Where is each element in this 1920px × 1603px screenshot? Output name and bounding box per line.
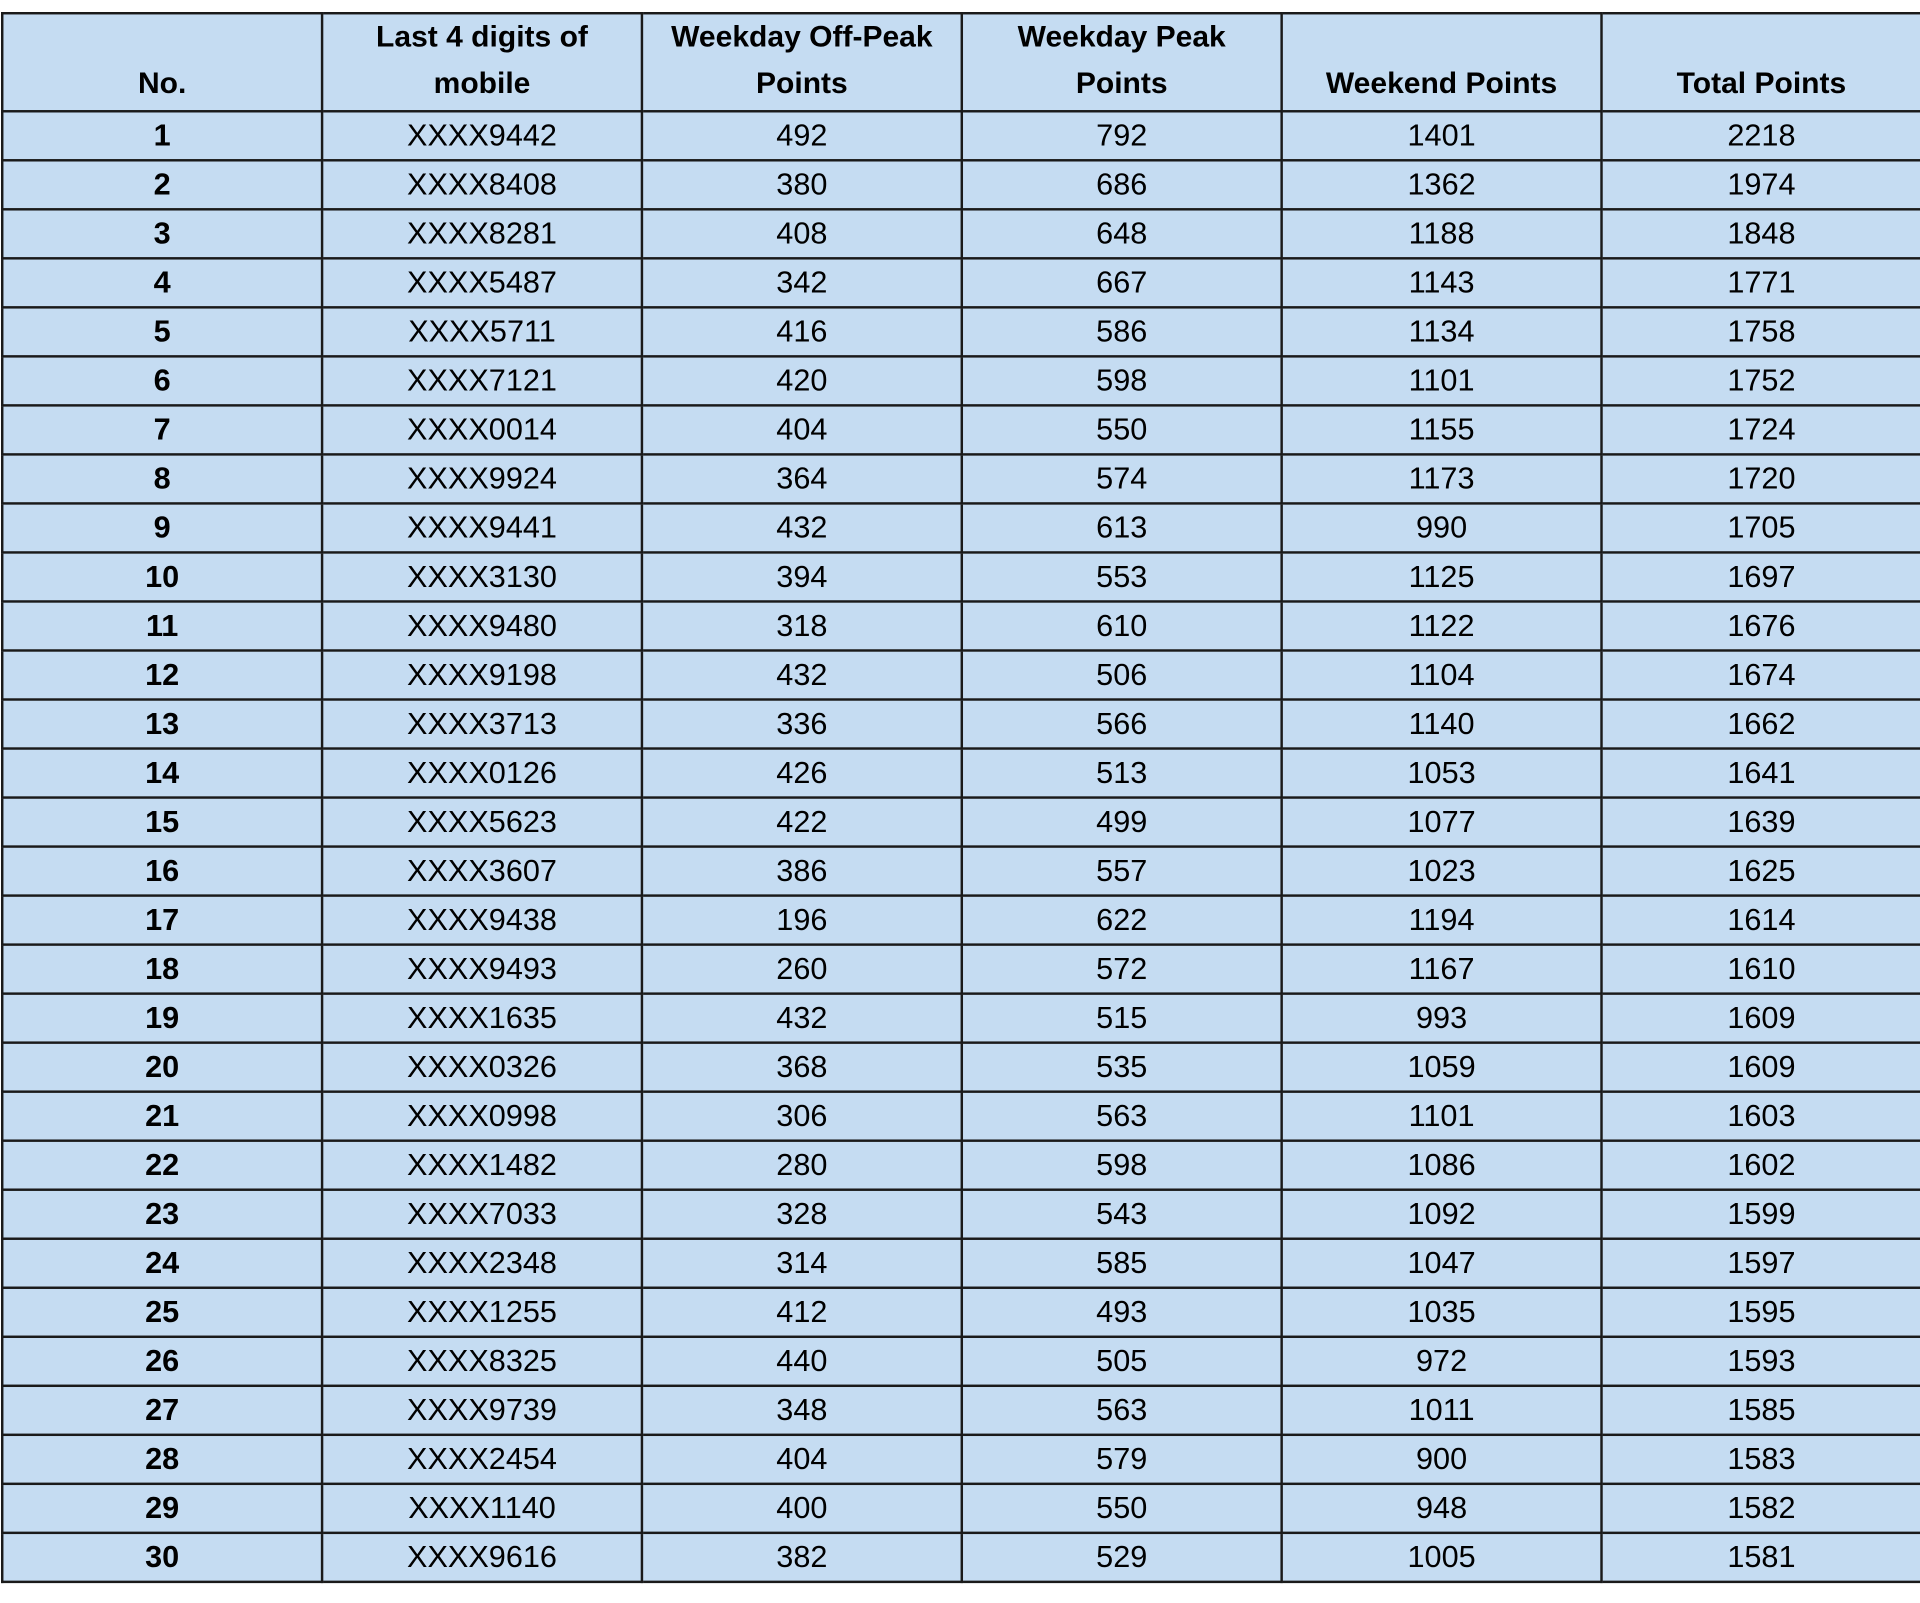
- cell-mobile: XXXX9442: [322, 111, 642, 160]
- cell-total: 1599: [1602, 1190, 1920, 1239]
- cell-weekday-peak: 586: [962, 307, 1282, 356]
- cell-total: 1585: [1602, 1386, 1920, 1435]
- table-row: [2, 945, 1920, 994]
- cell-mobile: XXXX9198: [322, 650, 642, 699]
- points-table: [1, 12, 1920, 1583]
- cell-total: 1662: [1602, 700, 1920, 749]
- cell-weekend: 900: [1282, 1435, 1602, 1484]
- table-row: [2, 1239, 1920, 1288]
- cell-weekend: 1047: [1282, 1239, 1602, 1288]
- table-row: [2, 798, 1920, 847]
- cell-mobile: XXXX8325: [322, 1337, 642, 1386]
- header-no: [2, 13, 322, 111]
- cell-weekend: 1125: [1282, 552, 1602, 601]
- cell-mobile: XXXX8281: [322, 209, 642, 258]
- table-row: [2, 307, 1920, 356]
- cell-weekend: 1011: [1282, 1386, 1602, 1435]
- cell-mobile: XXXX5711: [322, 307, 642, 356]
- cell-weekday-peak: 535: [962, 1043, 1282, 1092]
- cell-total: 1639: [1602, 798, 1920, 847]
- cell-weekend: 1005: [1282, 1533, 1602, 1582]
- header-weekend: [1282, 13, 1602, 111]
- cell-weekend: 1059: [1282, 1043, 1602, 1092]
- cell-weekday-peak: 610: [962, 601, 1282, 650]
- cell-weekday-offpeak: 394: [642, 552, 962, 601]
- cell-mobile: XXXX0326: [322, 1043, 642, 1092]
- cell-no: 3: [2, 209, 322, 258]
- cell-no: 19: [2, 994, 322, 1043]
- table-row: [2, 896, 1920, 945]
- cell-total: 1724: [1602, 405, 1920, 454]
- header-no-label: No.: [137, 67, 187, 101]
- cell-no: 6: [2, 356, 322, 405]
- cell-mobile: XXXX0014: [322, 405, 642, 454]
- cell-weekend: 1140: [1282, 700, 1602, 749]
- cell-no: 8: [2, 454, 322, 503]
- table-row: [2, 160, 1920, 209]
- cell-mobile: XXXX8408: [322, 160, 642, 209]
- cell-weekday-offpeak: 342: [642, 258, 962, 307]
- header-weekday-peak: [962, 13, 1282, 111]
- cell-weekday-offpeak: 412: [642, 1288, 962, 1337]
- cell-no: 28: [2, 1435, 322, 1484]
- cell-weekday-offpeak: 364: [642, 454, 962, 503]
- cell-no: 26: [2, 1337, 322, 1386]
- cell-weekend: 1086: [1282, 1141, 1602, 1190]
- cell-weekend: 1362: [1282, 160, 1602, 209]
- cell-weekday-peak: 648: [962, 209, 1282, 258]
- cell-mobile: XXXX2454: [322, 1435, 642, 1484]
- cell-weekend: 1122: [1282, 601, 1602, 650]
- cell-total: 1597: [1602, 1239, 1920, 1288]
- table-row: [2, 601, 1920, 650]
- table-row: [2, 650, 1920, 699]
- cell-mobile: XXXX5623: [322, 798, 642, 847]
- cell-weekday-offpeak: 196: [642, 896, 962, 945]
- cell-weekend: 1155: [1282, 405, 1602, 454]
- header-peak-line1: Weekday Peak: [1017, 20, 1226, 54]
- cell-weekend: 993: [1282, 994, 1602, 1043]
- cell-weekday-offpeak: 400: [642, 1484, 962, 1533]
- cell-weekday-offpeak: 432: [642, 650, 962, 699]
- cell-weekend: 1167: [1282, 945, 1602, 994]
- cell-weekday-peak: 563: [962, 1386, 1282, 1435]
- cell-weekend: 1101: [1282, 1092, 1602, 1141]
- table-row: [2, 356, 1920, 405]
- cell-weekend: 1035: [1282, 1288, 1602, 1337]
- table-row: [2, 503, 1920, 552]
- cell-weekend: 1401: [1282, 111, 1602, 160]
- cell-weekend: 1023: [1282, 847, 1602, 896]
- cell-weekday-offpeak: 280: [642, 1141, 962, 1190]
- table-header: [2, 13, 1920, 111]
- header-row: [2, 13, 1920, 111]
- cell-weekday-offpeak: 368: [642, 1043, 962, 1092]
- cell-total: 1609: [1602, 994, 1920, 1043]
- cell-no: 5: [2, 307, 322, 356]
- cell-mobile: XXXX5487: [322, 258, 642, 307]
- cell-total: 1614: [1602, 896, 1920, 945]
- table-row: [2, 1484, 1920, 1533]
- cell-weekend: 1134: [1282, 307, 1602, 356]
- cell-mobile: XXXX9493: [322, 945, 642, 994]
- cell-total: 1974: [1602, 160, 1920, 209]
- table-row: [2, 1043, 1920, 1092]
- cell-mobile: XXXX9438: [322, 896, 642, 945]
- cell-mobile: XXXX0998: [322, 1092, 642, 1141]
- cell-weekend: 1143: [1282, 258, 1602, 307]
- cell-no: 11: [2, 601, 322, 650]
- cell-weekday-offpeak: 336: [642, 700, 962, 749]
- cell-weekday-peak: 572: [962, 945, 1282, 994]
- header-peak-line2: Points: [1075, 67, 1168, 101]
- table-row: [2, 454, 1920, 503]
- cell-weekday-offpeak: 382: [642, 1533, 962, 1582]
- cell-weekday-peak: 529: [962, 1533, 1282, 1582]
- header-offpeak-line1: Weekday Off-Peak: [671, 20, 933, 54]
- cell-total: 1595: [1602, 1288, 1920, 1337]
- table-row: [2, 1092, 1920, 1141]
- table-row: [2, 1190, 1920, 1239]
- header-weekday-offpeak: [642, 13, 962, 111]
- cell-total: 1625: [1602, 847, 1920, 896]
- cell-weekday-peak: 505: [962, 1337, 1282, 1386]
- cell-total: 1752: [1602, 356, 1920, 405]
- cell-mobile: XXXX1140: [322, 1484, 642, 1533]
- cell-no: 20: [2, 1043, 322, 1092]
- cell-no: 2: [2, 160, 322, 209]
- cell-weekend: 948: [1282, 1484, 1602, 1533]
- table-row: [2, 749, 1920, 798]
- cell-no: 16: [2, 847, 322, 896]
- cell-no: 30: [2, 1533, 322, 1582]
- cell-weekday-peak: 563: [962, 1092, 1282, 1141]
- cell-mobile: XXXX2348: [322, 1239, 642, 1288]
- cell-weekday-offpeak: 314: [642, 1239, 962, 1288]
- table-row: [2, 847, 1920, 896]
- cell-weekday-offpeak: 408: [642, 209, 962, 258]
- header-total-label: Total Points: [1676, 67, 1847, 101]
- table-row: [2, 1533, 1920, 1582]
- cell-weekend: 1053: [1282, 749, 1602, 798]
- cell-weekday-offpeak: 440: [642, 1337, 962, 1386]
- cell-weekend: 1101: [1282, 356, 1602, 405]
- header-mobile: [322, 13, 642, 111]
- cell-weekday-peak: 513: [962, 749, 1282, 798]
- cell-no: 17: [2, 896, 322, 945]
- cell-weekday-offpeak: 432: [642, 503, 962, 552]
- cell-total: 1593: [1602, 1337, 1920, 1386]
- cell-total: 1641: [1602, 749, 1920, 798]
- cell-mobile: XXXX9480: [322, 601, 642, 650]
- cell-mobile: XXXX3130: [322, 552, 642, 601]
- cell-mobile: XXXX9441: [322, 503, 642, 552]
- cell-weekday-peak: 550: [962, 1484, 1282, 1533]
- cell-total: 1583: [1602, 1435, 1920, 1484]
- cell-no: 1: [2, 111, 322, 160]
- cell-weekday-offpeak: 404: [642, 1435, 962, 1484]
- table-row: [2, 258, 1920, 307]
- cell-no: 13: [2, 700, 322, 749]
- cell-weekday-offpeak: 404: [642, 405, 962, 454]
- cell-mobile: XXXX9924: [322, 454, 642, 503]
- cell-weekday-offpeak: 260: [642, 945, 962, 994]
- cell-total: 1674: [1602, 650, 1920, 699]
- cell-weekday-peak: 550: [962, 405, 1282, 454]
- cell-mobile: XXXX1482: [322, 1141, 642, 1190]
- header-total: [1602, 13, 1920, 111]
- cell-total: 1705: [1602, 503, 1920, 552]
- table-row: [2, 552, 1920, 601]
- cell-weekday-offpeak: 348: [642, 1386, 962, 1435]
- cell-weekend: 1194: [1282, 896, 1602, 945]
- cell-weekday-peak: 585: [962, 1239, 1282, 1288]
- cell-weekday-peak: 506: [962, 650, 1282, 699]
- table-row: [2, 209, 1920, 258]
- cell-weekend: 990: [1282, 503, 1602, 552]
- cell-weekday-peak: 557: [962, 847, 1282, 896]
- points-sheet: [1, 12, 1920, 1583]
- cell-weekend: 1092: [1282, 1190, 1602, 1239]
- header-mobile-line1: Last 4 digits of: [376, 20, 588, 54]
- cell-total: 1758: [1602, 307, 1920, 356]
- header-mobile-line2: mobile: [433, 67, 531, 101]
- cell-mobile: XXXX9739: [322, 1386, 642, 1435]
- cell-no: 25: [2, 1288, 322, 1337]
- table-row: [2, 1141, 1920, 1190]
- cell-no: 9: [2, 503, 322, 552]
- cell-weekday-offpeak: 420: [642, 356, 962, 405]
- cell-weekday-peak: 493: [962, 1288, 1282, 1337]
- cell-no: 15: [2, 798, 322, 847]
- cell-no: 22: [2, 1141, 322, 1190]
- table-row: [2, 111, 1920, 160]
- cell-no: 29: [2, 1484, 322, 1533]
- cell-weekday-offpeak: 318: [642, 601, 962, 650]
- table-row: [2, 1386, 1920, 1435]
- cell-no: 24: [2, 1239, 322, 1288]
- cell-weekend: 1188: [1282, 209, 1602, 258]
- cell-total: 1603: [1602, 1092, 1920, 1141]
- cell-no: 14: [2, 749, 322, 798]
- cell-total: 2218: [1602, 111, 1920, 160]
- cell-weekday-offpeak: 426: [642, 749, 962, 798]
- cell-weekday-offpeak: 416: [642, 307, 962, 356]
- cell-total: 1720: [1602, 454, 1920, 503]
- cell-weekday-peak: 598: [962, 1141, 1282, 1190]
- cell-mobile: XXXX7121: [322, 356, 642, 405]
- cell-weekday-peak: 622: [962, 896, 1282, 945]
- header-weekend-label: Weekend Points: [1325, 67, 1558, 101]
- cell-mobile: XXXX1255: [322, 1288, 642, 1337]
- cell-total: 1582: [1602, 1484, 1920, 1533]
- cell-total: 1771: [1602, 258, 1920, 307]
- cell-weekday-offpeak: 380: [642, 160, 962, 209]
- cell-total: 1602: [1602, 1141, 1920, 1190]
- cell-no: 18: [2, 945, 322, 994]
- cell-no: 7: [2, 405, 322, 454]
- cell-weekend: 1173: [1282, 454, 1602, 503]
- cell-weekday-peak: 499: [962, 798, 1282, 847]
- cell-total: 1610: [1602, 945, 1920, 994]
- cell-weekday-peak: 613: [962, 503, 1282, 552]
- table-row: [2, 1288, 1920, 1337]
- cell-no: 23: [2, 1190, 322, 1239]
- cell-total: 1697: [1602, 552, 1920, 601]
- cell-mobile: XXXX3607: [322, 847, 642, 896]
- table-row: [2, 994, 1920, 1043]
- cell-total: 1609: [1602, 1043, 1920, 1092]
- cell-no: 12: [2, 650, 322, 699]
- cell-total: 1581: [1602, 1533, 1920, 1582]
- cell-weekday-peak: 579: [962, 1435, 1282, 1484]
- table-row: [2, 1337, 1920, 1386]
- table-row: [2, 700, 1920, 749]
- cell-mobile: XXXX1635: [322, 994, 642, 1043]
- table-row: [2, 1435, 1920, 1484]
- cell-no: 27: [2, 1386, 322, 1435]
- cell-weekday-peak: 553: [962, 552, 1282, 601]
- cell-mobile: XXXX7033: [322, 1190, 642, 1239]
- table-row: [2, 405, 1920, 454]
- cell-weekday-offpeak: 422: [642, 798, 962, 847]
- cell-weekday-offpeak: 386: [642, 847, 962, 896]
- cell-weekday-offpeak: 328: [642, 1190, 962, 1239]
- cell-weekday-peak: 686: [962, 160, 1282, 209]
- cell-weekday-offpeak: 492: [642, 111, 962, 160]
- cell-weekend: 1077: [1282, 798, 1602, 847]
- cell-weekday-peak: 574: [962, 454, 1282, 503]
- cell-weekend: 1104: [1282, 650, 1602, 699]
- cell-weekday-peak: 543: [962, 1190, 1282, 1239]
- cell-mobile: XXXX3713: [322, 700, 642, 749]
- cell-weekend: 972: [1282, 1337, 1602, 1386]
- cell-weekday-offpeak: 306: [642, 1092, 962, 1141]
- header-offpeak-line2: Points: [755, 67, 848, 101]
- cell-weekday-peak: 667: [962, 258, 1282, 307]
- cell-weekday-peak: 566: [962, 700, 1282, 749]
- table-body: [2, 111, 1920, 1582]
- cell-mobile: XXXX0126: [322, 749, 642, 798]
- cell-no: 10: [2, 552, 322, 601]
- cell-mobile: XXXX9616: [322, 1533, 642, 1582]
- cell-weekday-peak: 598: [962, 356, 1282, 405]
- cell-weekday-peak: 792: [962, 111, 1282, 160]
- cell-weekday-peak: 515: [962, 994, 1282, 1043]
- cell-no: 21: [2, 1092, 322, 1141]
- cell-total: 1676: [1602, 601, 1920, 650]
- cell-total: 1848: [1602, 209, 1920, 258]
- cell-weekday-offpeak: 432: [642, 994, 962, 1043]
- cell-no: 4: [2, 258, 322, 307]
